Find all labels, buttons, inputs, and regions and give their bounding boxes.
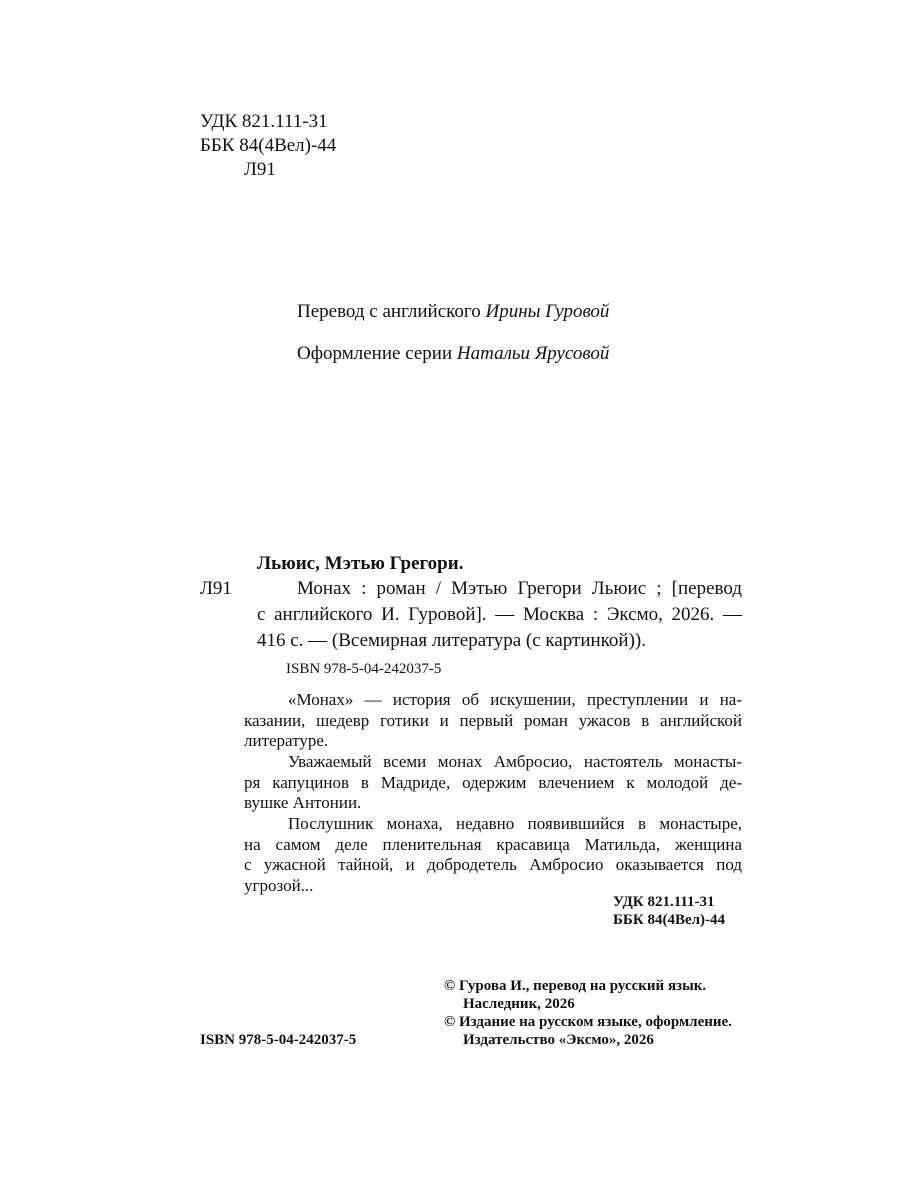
annotation-udk: УДК 821.111-31 [613,894,715,910]
annotation-line: Послушник монаха, недавно появившийся в монастыре, [288,814,742,833]
annotation-line: на самом деле пленительная красавица Матильда, женщина [244,834,742,854]
annotation-line: «Монах» — история об искушении, преступлении и на- [288,690,742,709]
copyright-line: Издательство «Эксмо», 2026 [463,1032,654,1048]
annotation-line: с ужасной тайной, и добродетель Амбросио оказывается под [244,855,742,874]
translator-name: Ирины Гуровой [485,301,610,322]
annotation-paragraph [244,752,742,814]
bbk-code: ББК 84(4Вел)-44 [200,135,337,156]
annotation-line: ря капуцинов в Мадриде, одержим влечением к молодой де- [244,772,742,792]
copyright-line: © Издание на русском языке, оформление. [444,1014,732,1030]
copyright-line: © Гурова И., перевод на русский язык. [444,978,707,994]
author-mark: Л91 [244,159,276,180]
annotation-line: угрозой... [244,875,314,895]
annotation-line: литературе. [244,731,329,750]
translation-prefix: Перевод с английского [297,301,486,322]
translation-credit [297,300,609,324]
annotation-paragraph [244,814,742,896]
catalog-author-heading: Льюис, Мэтью Грегори. [257,553,464,574]
catalog-description-line: Монах : роман / Мэтью Грегори Льюис ; [перевод [297,578,742,599]
catalog-description-line: с английского И. Гуровой]. — Москва : Эксмо, 2026. — [257,604,742,625]
annotation-bbk: ББК 84(4Вел)-44 [613,912,726,928]
annotation-line: Уважаемый всеми монах Амбросио, настоятель монасты- [288,752,742,771]
designer-name: Натальи Ярусовой [456,343,610,364]
annotation-line: казании, шедевр готики и первый роман ужасов в английской [244,710,742,730]
annotation-paragraph [244,690,742,752]
catalog-isbn: ISBN 978-5-04-242037-5 [286,661,442,677]
annotation-line: вушке Антонии. [244,793,362,812]
udk-code: УДК 821.111-31 [200,111,328,132]
design-prefix: Оформление серии [297,343,457,364]
catalog-description-line: 416 с. — (Всемирная литература (с картинкой)). [257,630,646,651]
design-credit [297,342,609,366]
catalog-author-mark: Л91 [200,578,232,599]
footer-isbn: ISBN 978-5-04-242037-5 [200,1032,357,1048]
copyright-line: Наследник, 2026 [463,996,575,1012]
